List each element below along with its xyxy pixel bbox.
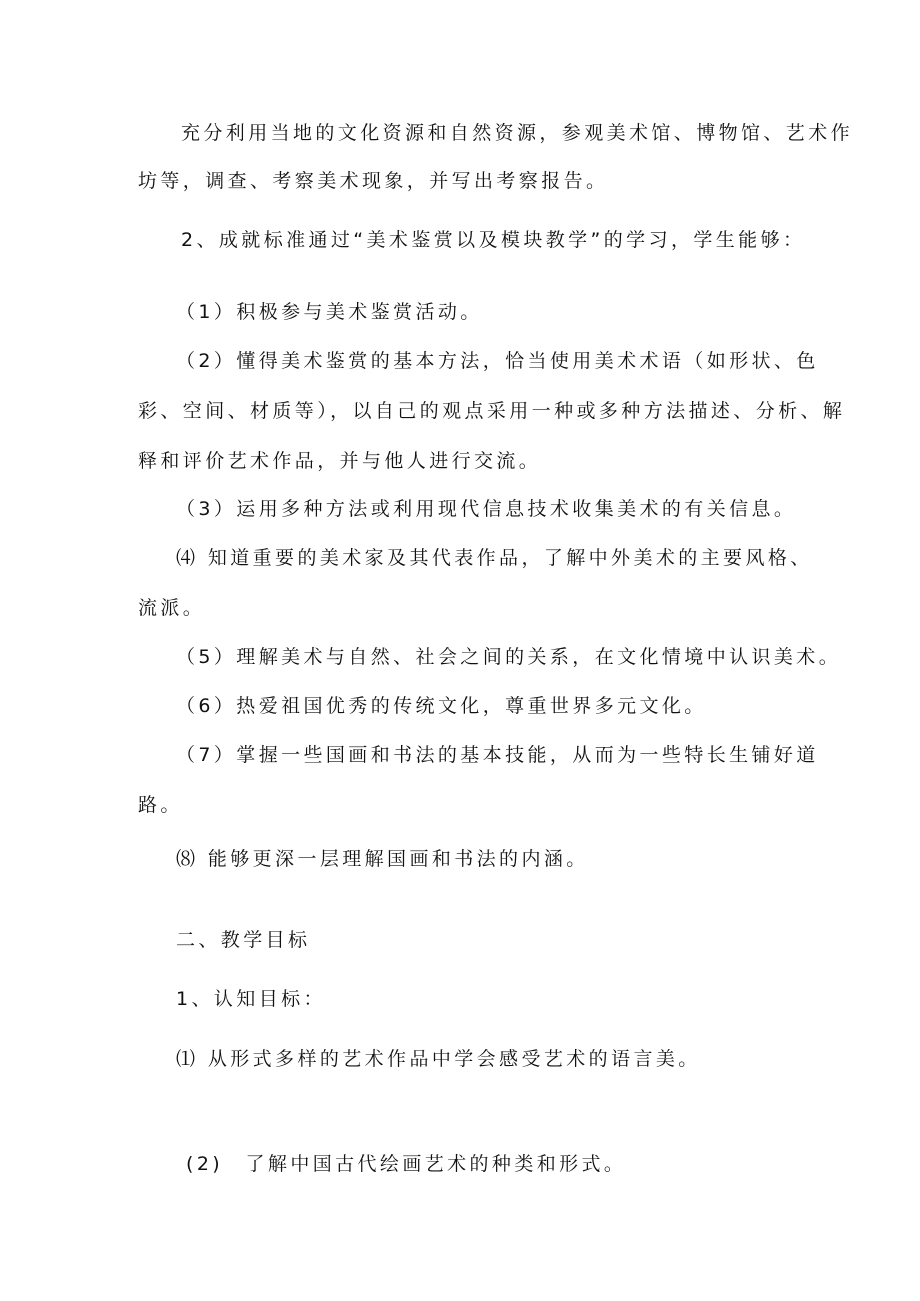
section-heading: 二、教学目标 (176, 929, 311, 951)
list-item-2-line-3: 释和评价艺术作品，并与他人进行交流。 (138, 450, 542, 472)
list-item-5: （5）理解美术与自然、社会之间的关系，在文化情境中认识美术。 (176, 646, 842, 668)
list-item-4-line-2: 流派。 (138, 597, 206, 619)
objective-item-1: ⑴ 从形式多样的艺术作品中学会感受艺术的语言美。 (176, 1048, 701, 1070)
list-item-7-line-2: 路。 (138, 794, 183, 816)
list-item-1: （1）积极参与美术鉴赏活动。 (176, 301, 483, 323)
list-item-2-line-2: 彩、空间、材质等），以自己的观点采用一种或多种方法描述、分析、解 (138, 400, 846, 422)
list-item-7-line-1: （7）掌握一些国画和书法的基本技能，从而为一些特长生铺好道 (176, 744, 819, 766)
list-item-6: （6）热爱祖国优秀的传统文化，尊重世界多元文化。 (176, 695, 707, 717)
objective-item-2: (2) 了解中国古代绘画艺术的种类和形式。 (186, 1153, 627, 1175)
standard-heading: 2、成就标准通过“美术鉴赏以及模块教学”的学习，学生能够： (181, 229, 806, 251)
list-item-4-line-1: ⑷ 知道重要的美术家及其代表作品，了解中外美术的主要风格、 (176, 547, 813, 569)
list-item-8: ⑻ 能够更深一层理解国画和书法的内涵。 (176, 848, 589, 870)
paragraph-line-2: 坊等，调查、考察美术现象，并写出考察报告。 (138, 170, 609, 192)
list-item-3: （3）运用多种方法或利用现代信息技术收集美术的有关信息。 (176, 498, 797, 520)
subsection-heading: 1、认知目标： (176, 988, 326, 1010)
paragraph-line-1: 充分利用当地的文化资源和自然资源，参观美术馆、博物馆、艺术作 (181, 122, 854, 144)
list-item-2-line-1: （2）懂得美术鉴赏的基本方法，恰当使用美术术语（如形状、色 (176, 350, 819, 372)
